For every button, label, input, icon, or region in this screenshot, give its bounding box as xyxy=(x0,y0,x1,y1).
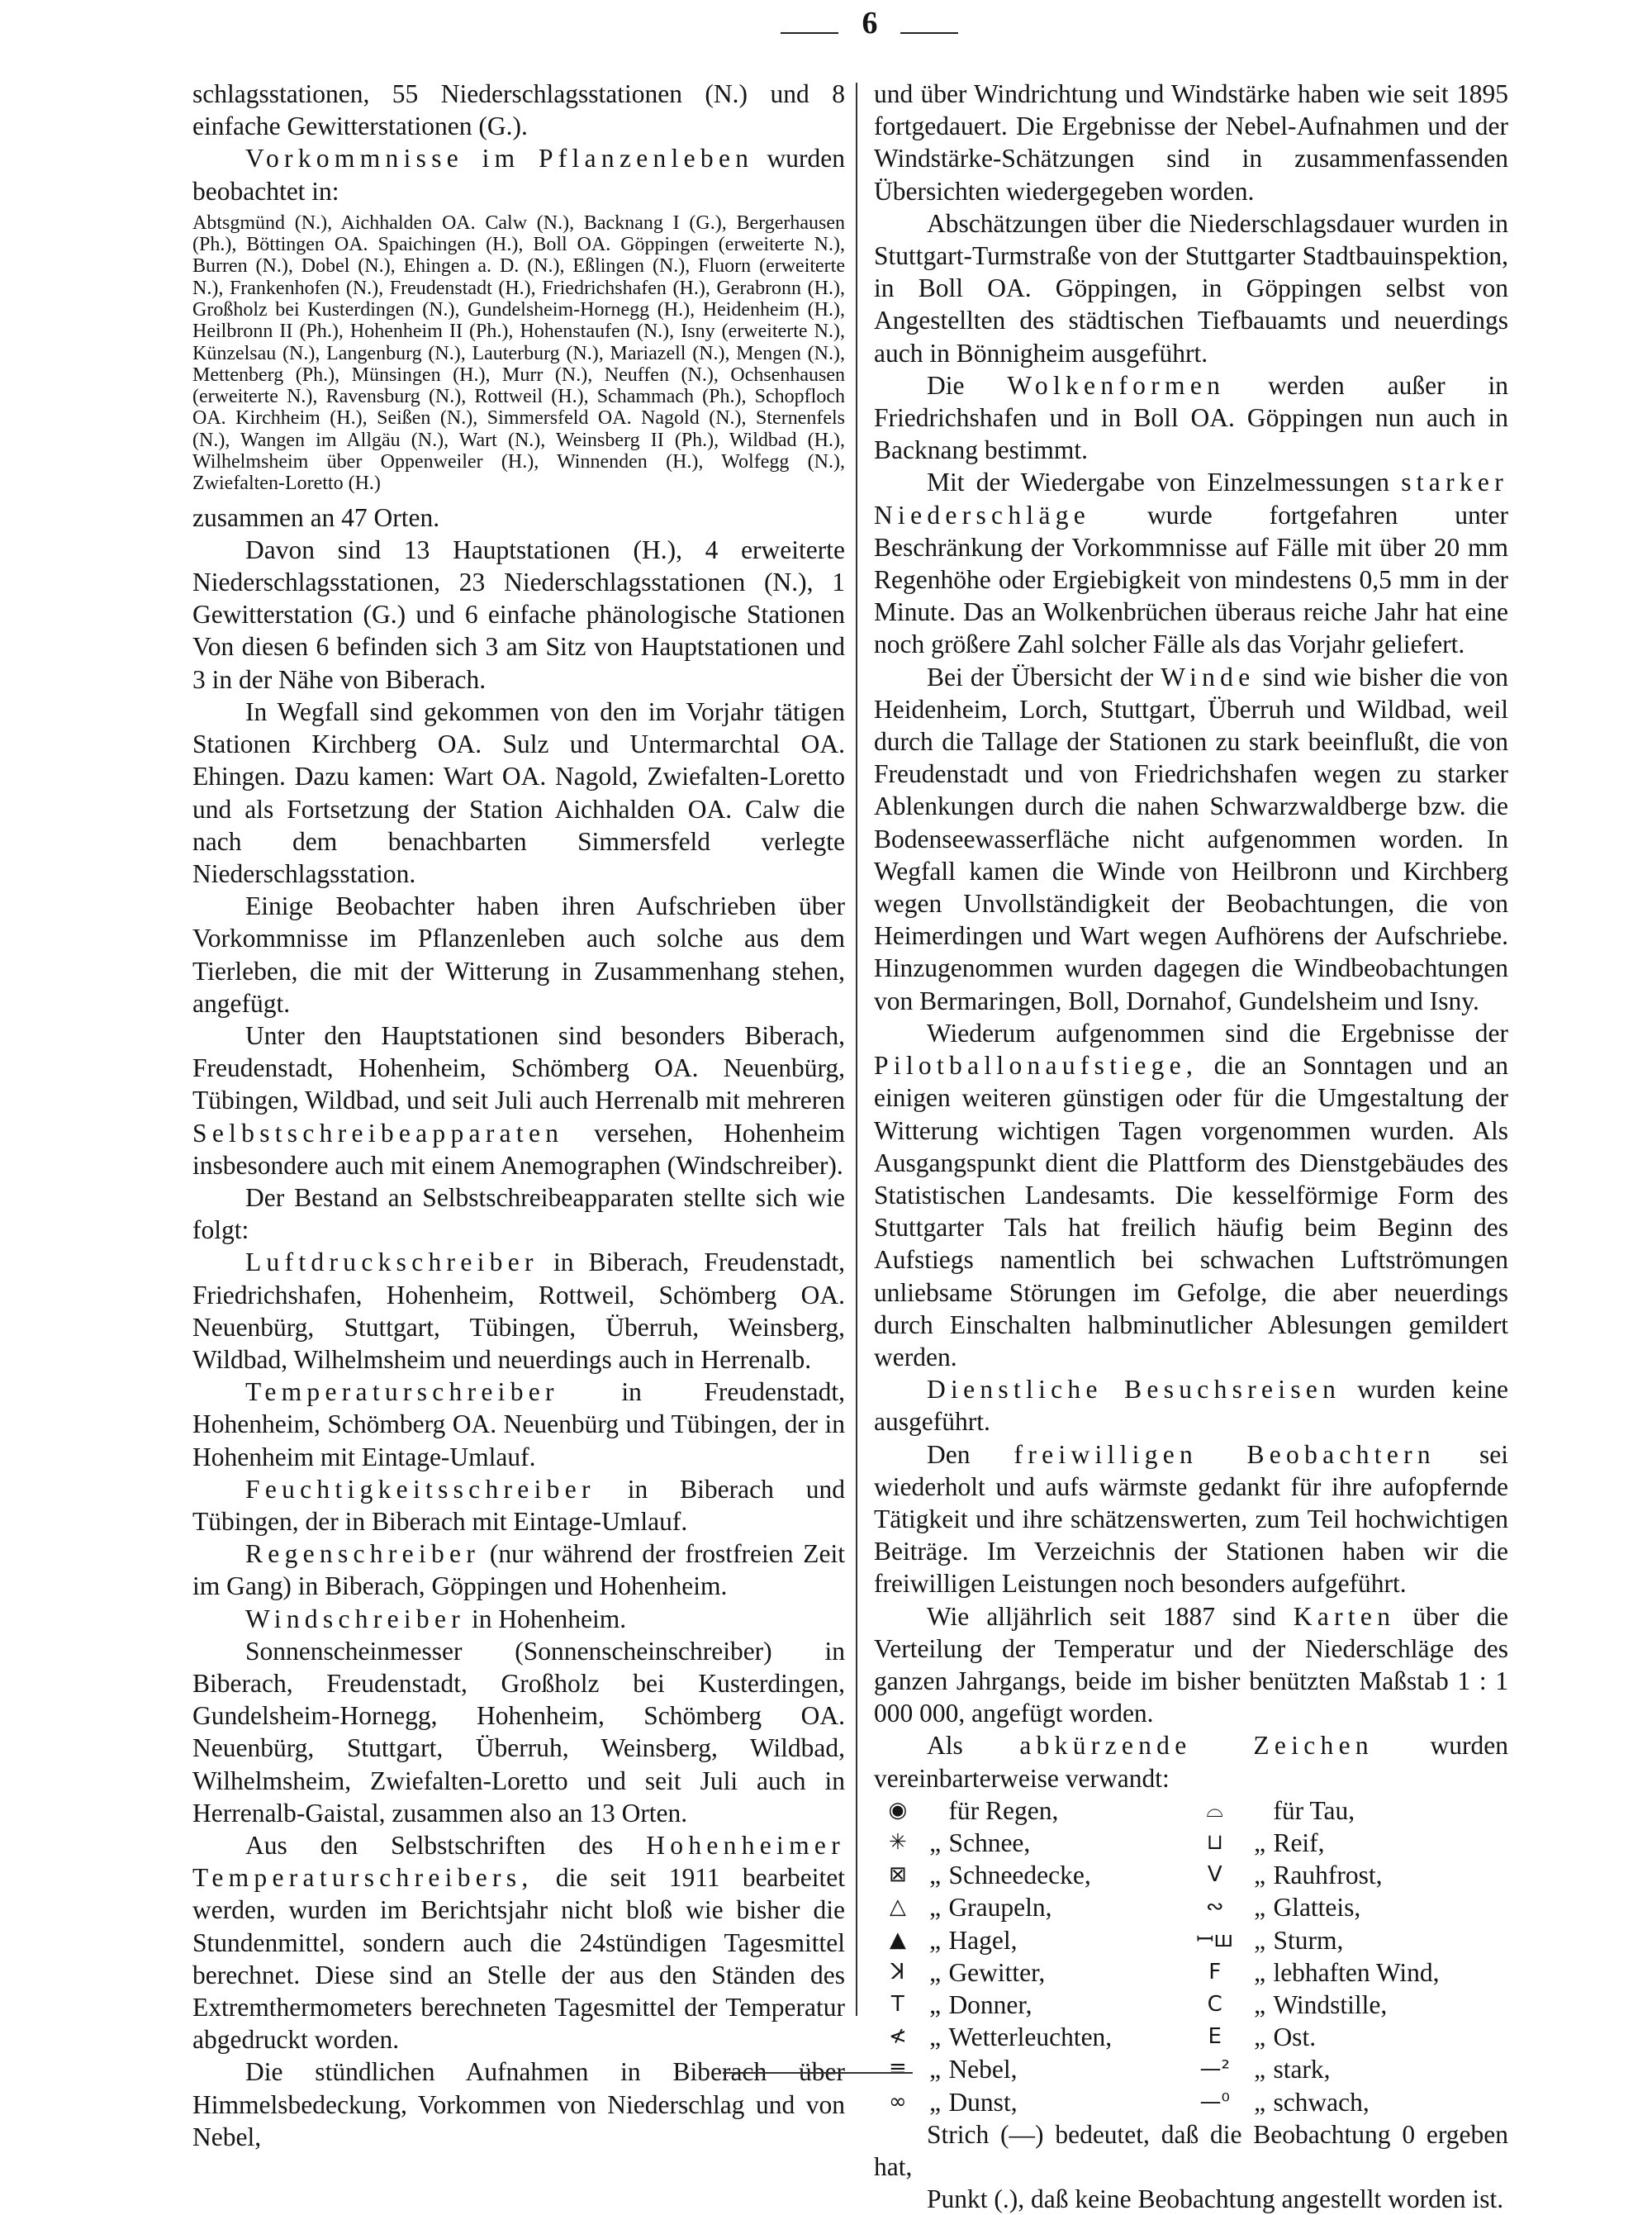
ditto-mark: „ xyxy=(1254,1925,1266,1955)
text-run: (nur während der frostfreien Zeit im Gang) in Biberach, Göppingen und Hohenheim. xyxy=(192,1539,845,1601)
header-rule-left xyxy=(781,32,838,34)
ditto-mark: „ xyxy=(1254,2055,1266,2084)
text-run: Bei der Übersicht der xyxy=(927,662,1154,692)
spaced-term: Feuchtigkeitsschreiber xyxy=(245,1474,596,1504)
symbol-meaning: für Tau, xyxy=(1273,1795,1355,1825)
weather-symbol-icon: ⌓ xyxy=(1206,1797,1223,1823)
legend-note-strich: Strich (—) bedeutet, daß die Beobachtung 0 ergeben hat, xyxy=(874,2119,1508,2181)
text-run: Den xyxy=(927,1439,971,1469)
text-run: die an Sonntagen und an einigen weiteren günstigen oder für die Umgestaltung der Witterung wichtigen Tagen vorgenommen wurden. Als Ausgangspunkt dient die Plattform des Dienstgebäudes des Statistischen Landesamts. Die kesselförmige Form des Stuttgarter Tals hat freilich häufig beim Beginn des Aufstiegs namentlich bei schwachen Luftströmungen unliebsame Störungen im Gefolge, die aber neuerdings durch Einschalten halbminutlicher Ablesungen gemildert werden. xyxy=(874,1051,1509,1371)
weather-symbol-icon: ⊠ xyxy=(888,1862,907,1888)
weather-symbol-icon: —² xyxy=(1199,2056,1230,2082)
text-run: in Freudenstadt, Hohenheim, Schömberg OA. Neuenbürg und Tübingen, der in Hohenheim mit Eintage-Umlauf. xyxy=(192,1377,846,1471)
weather-symbol-icon: E xyxy=(1208,2024,1222,2050)
text-run: versehen, Hohenheim insbesondere auch mit einem Anemographen (Windschreiber). xyxy=(192,1118,845,1180)
weather-symbol-icon: ≡ xyxy=(888,2056,907,2082)
page-header xyxy=(0,5,1652,55)
paragraph xyxy=(874,1600,1508,1730)
text-run: sind wie bisher die von Heidenheim, Lorch, Stuttgart, Überruh und Wildbad, weil durch die Tallage der Stationen zu stark beeinflußt, die von Freudenstadt und von Friedrichshafen wegen zu starker Ablenkungen durch die nahen Schwarzwaldberge bzw. die Bodenseewasserfläche nicht aufgenommen worden. In Wegfall kamen die Winde von Heilbronn und Kirchberg wegen Unvollständigkeit der Beobachtungen, die von Heimerdingen und Wart wegen Aufhörens der Aufschriebe. Hinzugenommen wurden dagegen die Windbeobachtungen von Bermaringen, Boll, Dornahof, Gundelsheim und Isny. xyxy=(874,662,1509,1015)
page-number: 6 xyxy=(862,6,878,40)
paragraph: Davon sind 13 Hauptstationen (H.), 4 erweiterte Niederschlagsstationen, 23 Niederschlagsstationen (N.), 1 Gewitterstation (G.) und 6 einfache phänologische Stationen Von diesen 6 befinden sich 3 am Sitz von Hauptstationen und 3 in der Nähe von Biberach. xyxy=(192,535,845,694)
symbol-meaning: Windstille, xyxy=(1273,1989,1388,2019)
paragraph: zusammen an 47 Orten. xyxy=(192,502,440,532)
ditto-mark: „ xyxy=(929,1828,942,1857)
text-run: sei wiederholt und aufs wärmste gedankt für ihre aufopfernde Tätigkeit und ihre schätzenswerten, zum Teil hochwichtigen Beiträge. Im Verzeichnis der Stationen haben wir die freiwilligen Leistungen noch besonders aufgeführt. xyxy=(874,1439,1508,1599)
text-run: Mit der Wiedergabe von Einzelmessungen xyxy=(927,468,1389,497)
text-run: Aus den Selbstschriften des xyxy=(245,1831,614,1860)
paragraph: Die stündlichen Aufnahmen in Biberach über Himmelsbedeckung, Vorkommen von Niederschlag und von Nebel, xyxy=(192,2057,845,2151)
symbol-meaning: Hagel, xyxy=(948,1925,1018,1955)
paragraph: und über Windrichtung und Windstärke haben wie seit 1895 fortgedauert. Die Ergebnisse der Nebel-Aufnahmen und der Windstärke-Schätzungen sind in zusammenfassenden Übersichten wiedergegeben worden. xyxy=(874,79,1508,206)
text-run: wurden keine ausgeführt. xyxy=(874,1375,1508,1437)
paragraph: Sonnenscheinmesser (Sonnenscheinschreiber) in Biberach, Freudenstadt, Großholz bei Kusterdingen, Gundelsheim-Hornegg, Hohenheim, Schömberg OA. Neuenbürg, Stuttgart, Überruh, Weinsberg, Wildbad, Wilhelmsheim, Zwiefalten-Loretto und seit Juli auch in Herrenalb-Gaistal, zusammen also an 13 Orten. xyxy=(192,1636,845,1828)
spaced-term: Regenschreiber xyxy=(245,1539,481,1569)
spaced-term: freiwilligen Beobachtern xyxy=(1014,1439,1436,1469)
right-column xyxy=(874,78,1508,2215)
ditto-mark xyxy=(1246,1794,1274,1827)
text-run: Unter den Hauptstationen sind besonders Biberach, Freudenstadt, Hohenheim, Schömberg OA. Neuenbürg, Tübingen, Wildbad, und seit Juli auch Herrenalb mit mehreren xyxy=(192,1020,845,1115)
symbol-row xyxy=(874,1827,1508,1859)
ditto-mark: „ xyxy=(1254,2022,1266,2052)
spaced-term: Dienstliche Besuchsreisen xyxy=(927,1375,1341,1405)
paragraph xyxy=(874,661,1508,1017)
symbol-row xyxy=(874,1989,1508,2021)
symbol-row xyxy=(874,1924,1508,1956)
symbol-meaning: Ost. xyxy=(1273,2022,1317,2052)
weather-symbol-icon: ꓘ xyxy=(890,1959,905,1984)
weather-symbol-icon: ∾ xyxy=(1205,1894,1224,1920)
symbol-legend xyxy=(874,1794,1508,2118)
weather-symbol-icon: ∞ xyxy=(889,2089,907,2114)
ditto-mark: „ xyxy=(1254,2087,1266,2117)
text-run: in Biberach und Tübingen, der in Biberach mit Eintage-Umlauf. xyxy=(192,1474,846,1536)
symbol-meaning: Gewitter, xyxy=(948,1957,1046,1987)
text-run: Wie alljährlich seit 1887 sind xyxy=(927,1601,1276,1631)
symbol-meaning: Rauhfrost, xyxy=(1273,1861,1383,1890)
paragraph xyxy=(874,1438,1508,1600)
text-run: Wiederum aufgenommen sind die Ergebnisse der xyxy=(927,1018,1508,1048)
spaced-term: Temperaturschreiber xyxy=(245,1377,559,1407)
ditto-mark: „ xyxy=(1254,1989,1266,2019)
paragraph xyxy=(192,1473,845,1538)
symbol-row xyxy=(874,2021,1508,2053)
ditto-mark: „ xyxy=(1254,1828,1266,1857)
ditto-mark: „ xyxy=(929,2055,942,2084)
spaced-term: Vorkommnisse im Pflanzenleben xyxy=(245,144,754,173)
symbol-meaning: lebhaften Wind, xyxy=(1273,1957,1440,1987)
weather-symbol-icon: C xyxy=(1207,1991,1222,2017)
paragraph: Einige Beobachter haben ihren Aufschrieben über Vorkommnisse im Pflanzenleben auch solche aus dem Tierleben, die mit der Witterung in Zusammenhang stehen, angefügt. xyxy=(192,891,845,1018)
symbol-row xyxy=(874,1956,1508,1989)
weather-symbol-icon: ◉ xyxy=(888,1797,908,1823)
text-run: Die xyxy=(927,370,965,400)
text-run: Als xyxy=(927,1731,963,1761)
left-column xyxy=(192,78,845,2153)
ditto-mark: „ xyxy=(929,1925,942,1955)
spaced-term: Selbstschreibeapparaten xyxy=(192,1118,564,1148)
spaced-term: Winde xyxy=(1161,662,1256,692)
ditto-mark: „ xyxy=(929,2022,942,2052)
weather-symbol-icon: ▲ xyxy=(889,1927,906,1952)
spaced-term: Luftdruckschreiber xyxy=(245,1248,539,1277)
ditto-mark: „ xyxy=(929,1989,942,2019)
symbol-meaning: Wetterleuchten, xyxy=(948,2022,1113,2052)
paragraph xyxy=(192,1246,845,1376)
weather-symbol-icon: T xyxy=(890,1991,904,2017)
ditto-mark: „ xyxy=(1254,1893,1266,1923)
weather-symbol-icon: ꟷш xyxy=(1196,1927,1234,1952)
ditto-mark: „ xyxy=(1254,1861,1266,1890)
symbol-meaning: Dunst, xyxy=(948,2087,1018,2117)
weather-symbol-icon: V xyxy=(1207,1862,1222,1888)
paragraph xyxy=(874,466,1508,660)
spaced-term: Wolkenformen xyxy=(1007,370,1226,400)
ditto-mark: „ xyxy=(1254,1957,1266,1987)
header-rule-right xyxy=(900,32,958,34)
symbol-meaning: Glatteis, xyxy=(1273,1893,1361,1923)
symbol-meaning: Schnee, xyxy=(948,1828,1031,1857)
symbol-row xyxy=(874,2086,1508,2118)
spaced-term: starker Niederschläge xyxy=(874,468,1508,530)
paragraph: schlagsstationen, 55 Niederschlagsstationen (N.) und 8 einfache Gewitterstationen (G.). xyxy=(192,79,845,141)
symbol-meaning: Sturm, xyxy=(1273,1925,1344,1955)
spaced-term: Karten xyxy=(1293,1601,1396,1631)
text-run: wurde fortgefahren unter Beschränkung der Vorkommnisse auf Fälle mit über 20 mm Regenhöhe oder Ergiebigkeit von mindestens 0,5 mm in der Minute. Das an Wolkenbrüchen überaus reiche Jahr hat eine noch größere Zahl solcher Fälle als das Vorjahr geliefert. xyxy=(874,500,1508,659)
weather-symbol-icon: ✳ xyxy=(888,1829,907,1855)
paragraph: Abschätzungen über die Niederschlagsdauer wurden in Stuttgart-Turmstraße von der Stuttgarter Stadtbauinspektion, in Boll OA. Göppingen, in Göppingen selbst von Angestellten des städtischen Tiefbauamts und neuerdings auch in Bönnigheim ausgeführt. xyxy=(874,208,1508,368)
paragraph: Der Bestand an Selbstschreibeapparaten stellte sich wie folgt: xyxy=(192,1182,845,1245)
text-run: wurden vereinbarterweise verwandt: xyxy=(874,1731,1508,1793)
paragraph xyxy=(874,1017,1508,1373)
text-run: die seit 1911 bearbeitet werden, wurden im Berichtsjahr nicht bloß wie bisher die Stundenmittel, sondern auch die 24stündigen Tagesmittel berechnet. Diese sind an Stelle der aus den Ständen des Extremthermometers berechneten Tagesmittel der Temperatur abgedruckt worden. xyxy=(192,1863,845,2055)
paragraph xyxy=(192,1829,845,2056)
footer-rule xyxy=(723,2072,913,2074)
symbol-meaning: Reif, xyxy=(1273,1828,1325,1857)
legend-note-punkt: Punkt (.), daß keine Beobachtung angestellt worden ist. xyxy=(927,2184,1504,2214)
paragraph xyxy=(192,1538,845,1602)
weather-symbol-icon: —⁰ xyxy=(1199,2089,1230,2114)
ditto-mark: „ xyxy=(929,1893,942,1923)
symbol-meaning: Donner, xyxy=(948,1989,1032,2019)
station-list: Abtsgmünd (N.), Aichhalden OA. Calw (N.), Backnang I (G.), Bergerhausen (Ph.), Böttingen OA. Spaichingen (H.), Boll OA. Göppingen (erweiterte N.), Burren (N.), Dobel (N.), Ehingen a. D. (N.), Eßlingen (N.), Fluorn (erweiterte N.), Frankenhofen (N.), Freudenstadt (H.), Friedrichshafen (H.), Gerabronn (H.), Großholz bei Kusterdingen (N.), Gundelsheim-Hornegg (H.), Heidenheim (H.), Heilbronn II (Ph.), Hohenheim II (Ph.), Hohenstaufen (N.), Isny (erweiterte N.), Künzelsau (N.), Langenburg (N.), Lauterburg (N.), Mariazell (N.), Mengen (N.), Mettenberg (Ph.), Münsingen (H.), Murr (N.), Neuffen (N.), Ochsenhausen (erweiterte N.), Ravensburg (N.), Rottweil (H.), Schammach (Ph.), Schopfloch OA. Kirchheim (H.), Seißen (N.), Simmersfeld OA. Nagold (N.), Sternenfels (N.), Wangen im Allgäu (N.), Wart (N.), Weinsberg II (Ph.), Wildbad (H.), Wilhelmsheim über Oppenweiler (H.), Winnenden (H.), Wolfegg (N.), Zwiefalten-Loretto (H.) xyxy=(192,212,845,495)
paragraph: In Wegfall sind gekommen von den im Vorjahr tätigen Stationen Kirchberg OA. Sulz und Untermarchtal OA. Ehingen. Dazu kamen: Wart OA. Nagold, Zwiefalten-Loretto und als Fortsetzung der Station Aichhalden OA. Calw die nach dem benachbarten Simmersfeld verlegte Niederschlagsstation. xyxy=(192,696,845,888)
spaced-term: abkürzende Zeichen xyxy=(1019,1731,1374,1761)
weather-symbol-icon: ≮ xyxy=(888,2024,907,2050)
paragraph xyxy=(192,1376,845,1473)
symbol-row xyxy=(874,1891,1508,1923)
ditto-mark xyxy=(922,1794,949,1827)
symbol-meaning: Nebel, xyxy=(948,2055,1018,2084)
text-run: werden außer in Friedrichshafen und in Boll OA. Göppingen nun auch in Backnang bestimmt. xyxy=(874,370,1509,465)
text-run: in Hohenheim. xyxy=(471,1604,627,1633)
weather-symbol-icon: ⊔ xyxy=(1206,1829,1223,1855)
symbol-row xyxy=(874,1794,1508,1827)
ditto-mark: „ xyxy=(929,1861,942,1890)
symbol-meaning: Graupeln, xyxy=(948,1893,1052,1923)
text-run: wurden beobachtet in: xyxy=(192,144,845,206)
text-run: in Biberach, Freudenstadt, Friedrichshafen, Hohenheim, Rottweil, Schömberg OA. Neuenbürg, Stuttgart, Tübingen, Überruh, Weinsberg, Wildbad, Wilhelmsheim und neuerdings auch in Herrenalb. xyxy=(192,1248,845,1374)
symbol-row xyxy=(874,1859,1508,1891)
symbol-meaning: für Regen, xyxy=(948,1795,1059,1825)
symbol-meaning: Schneedecke, xyxy=(948,1861,1091,1890)
weather-symbol-icon: △ xyxy=(889,1894,906,1920)
paragraph xyxy=(192,1020,845,1181)
ditto-mark: „ xyxy=(929,2087,942,2117)
spaced-term: Pilotballonaufstiege, xyxy=(874,1051,1199,1081)
spaced-term: Hohenheimer Temperaturschreibers, xyxy=(192,1831,845,1893)
weather-symbol-icon: F xyxy=(1208,1959,1222,1984)
paragraph xyxy=(192,1603,845,1635)
paragraph xyxy=(874,1729,1508,1794)
spaced-term: Windschreiber xyxy=(245,1604,466,1633)
symbol-meaning: stark, xyxy=(1273,2055,1331,2084)
symbol-meaning: schwach, xyxy=(1273,2087,1370,2117)
ditto-mark: „ xyxy=(929,1957,942,1987)
column-divider xyxy=(856,83,857,2016)
paragraph xyxy=(874,369,1508,467)
symbol-row xyxy=(874,2053,1508,2085)
paragraph xyxy=(874,1373,1508,1438)
text-run: über die Verteilung der Temperatur und der Niederschläge des ganzen Jahrgangs, beide im bisher benützten Maßstab 1 : 1 000 000, angefügt worden. xyxy=(874,1601,1508,1728)
paragraph xyxy=(192,142,845,207)
